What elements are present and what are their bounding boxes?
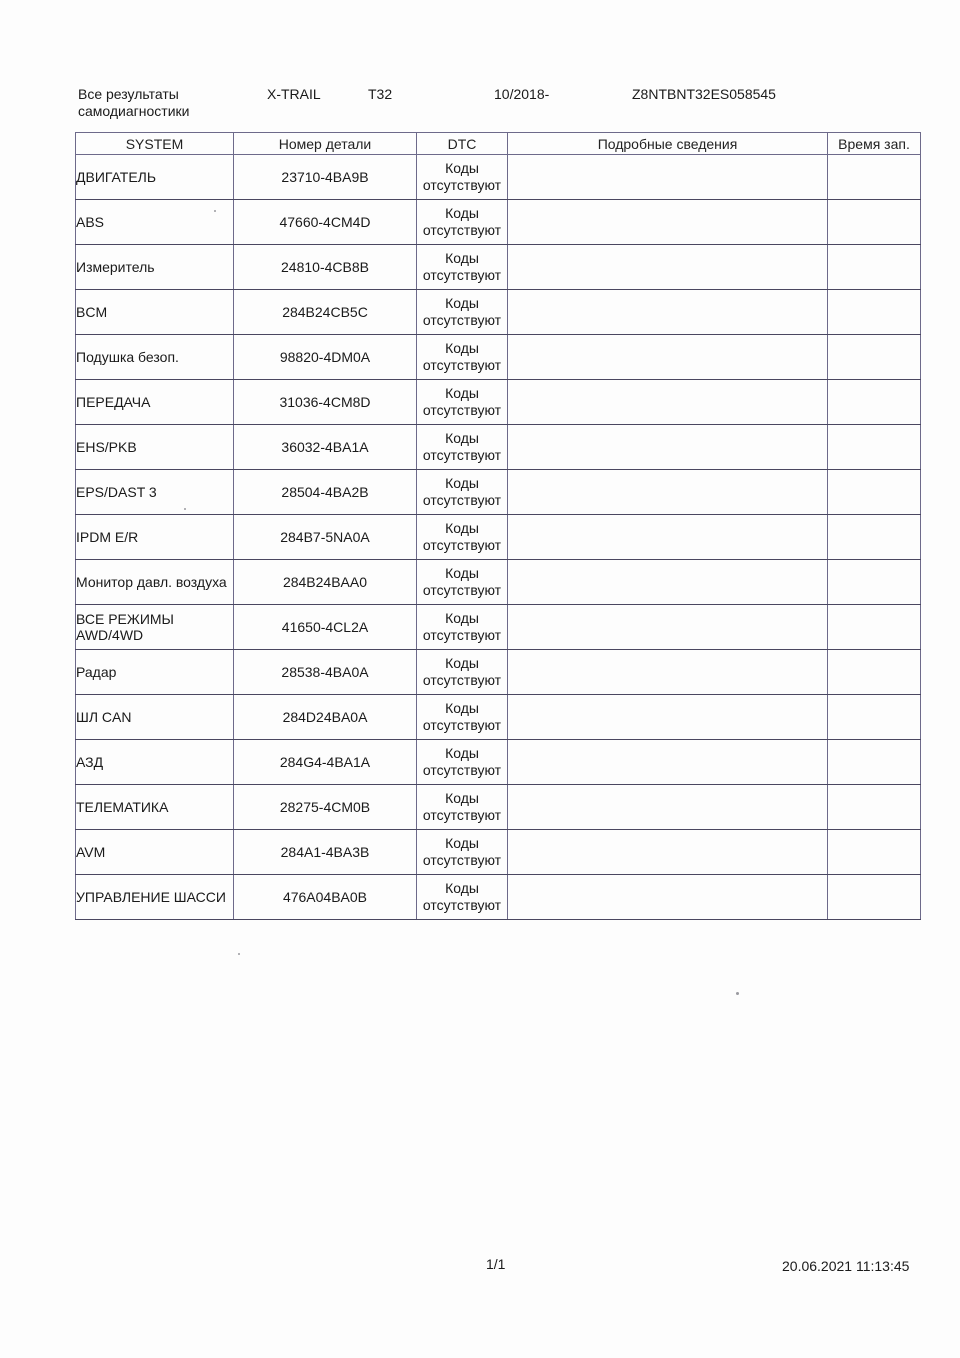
system-cell: ПЕРЕДАЧА	[76, 380, 234, 425]
system-cell: ABS	[76, 200, 234, 245]
time-cell	[828, 875, 921, 920]
system-cell: BCM	[76, 290, 234, 335]
scan-speck	[238, 953, 240, 955]
table-row	[76, 470, 921, 515]
part-number-cell: 28275-4CM0B	[234, 785, 417, 830]
column-header-time: Время зап.	[828, 133, 921, 155]
table-row	[76, 785, 921, 830]
part-number-cell: 284B24CB5C	[234, 290, 417, 335]
column-header-dtc: DTC	[417, 133, 508, 155]
scan-speck	[184, 508, 186, 510]
time-cell	[828, 785, 921, 830]
column-header-system: SYSTEM	[76, 133, 234, 155]
part-number-cell: 36032-4BA1A	[234, 425, 417, 470]
details-cell	[508, 380, 828, 425]
dtc-cell: Коды отсутствуют	[417, 335, 508, 380]
details-cell	[508, 245, 828, 290]
time-cell	[828, 425, 921, 470]
table-row	[76, 425, 921, 470]
part-number-cell: 47660-4CM4D	[234, 200, 417, 245]
part-number-cell: 28538-4BA0A	[234, 650, 417, 695]
diagnostics-table	[75, 132, 921, 920]
part-number-cell: 476A04BA0B	[234, 875, 417, 920]
part-number-cell: 284B24BAA0	[234, 560, 417, 605]
details-cell	[508, 200, 828, 245]
part-number-cell: 284B7-5NA0A	[234, 515, 417, 560]
system-cell: AVM	[76, 830, 234, 875]
dtc-cell: Коды отсутствуют	[417, 830, 508, 875]
details-cell	[508, 740, 828, 785]
details-cell	[508, 695, 828, 740]
details-cell	[508, 335, 828, 380]
details-cell	[508, 425, 828, 470]
system-cell: Монитор давл. воздуха	[76, 560, 234, 605]
part-number-cell: 284D24BA0A	[234, 695, 417, 740]
part-number-cell: 28504-4BA2B	[234, 470, 417, 515]
time-cell	[828, 380, 921, 425]
part-number-cell: 41650-4CL2A	[234, 605, 417, 650]
details-cell	[508, 605, 828, 650]
details-cell	[508, 560, 828, 605]
part-number-cell: 98820-4DM0A	[234, 335, 417, 380]
dtc-cell: Коды отсутствуют	[417, 875, 508, 920]
time-cell	[828, 695, 921, 740]
dtc-cell: Коды отсутствуют	[417, 515, 508, 560]
table-row	[76, 200, 921, 245]
column-header-part-number: Номер детали	[234, 133, 417, 155]
dtc-cell: Коды отсутствуют	[417, 155, 508, 200]
vehicle-code: T32	[368, 86, 393, 102]
part-number-cell: 31036-4CM8D	[234, 380, 417, 425]
time-cell	[828, 290, 921, 335]
details-cell	[508, 290, 828, 335]
system-cell: Измеритель	[76, 245, 234, 290]
details-cell	[508, 470, 828, 515]
time-cell	[828, 830, 921, 875]
system-cell: УПРАВЛЕНИЕ ШАССИ	[76, 875, 234, 920]
dtc-cell: Коды отсутствуют	[417, 605, 508, 650]
dtc-cell: Коды отсутствуют	[417, 425, 508, 470]
system-cell: EPS/DAST 3	[76, 470, 234, 515]
scan-speck	[214, 210, 216, 212]
dtc-cell: Коды отсутствуют	[417, 740, 508, 785]
time-cell	[828, 650, 921, 695]
details-cell	[508, 155, 828, 200]
dtc-cell: Коды отсутствуют	[417, 560, 508, 605]
dtc-cell: Коды отсутствуют	[417, 380, 508, 425]
column-header-details: Подробные сведения	[508, 133, 828, 155]
part-number-cell: 24810-4CB8B	[234, 245, 417, 290]
table-row	[76, 290, 921, 335]
dtc-cell: Коды отсутствуют	[417, 470, 508, 515]
time-cell	[828, 515, 921, 560]
system-cell: Подушка безоп.	[76, 335, 234, 380]
table-row	[76, 560, 921, 605]
dtc-cell: Коды отсутствуют	[417, 785, 508, 830]
time-cell	[828, 200, 921, 245]
system-cell: IPDM E/R	[76, 515, 234, 560]
part-number-cell: 23710-4BA9B	[234, 155, 417, 200]
table-header-row	[76, 133, 921, 155]
report-title: Все результаты самодиагностики	[78, 86, 190, 119]
system-cell: ДВИГАТЕЛЬ	[76, 155, 234, 200]
table-row	[76, 695, 921, 740]
part-number-cell: 284A1-4BA3B	[234, 830, 417, 875]
system-cell: ТЕЛЕМАТИКА	[76, 785, 234, 830]
page-number: 1/1	[486, 1256, 506, 1272]
details-cell	[508, 515, 828, 560]
part-number-cell: 284G4-4BA1A	[234, 740, 417, 785]
vin-number: Z8NTBNT32ES058545	[632, 86, 776, 102]
table-row	[76, 155, 921, 200]
table-row	[76, 335, 921, 380]
time-cell	[828, 335, 921, 380]
dtc-cell: Коды отсутствуют	[417, 200, 508, 245]
table-row	[76, 605, 921, 650]
system-cell: Радар	[76, 650, 234, 695]
dtc-cell: Коды отсутствуют	[417, 290, 508, 335]
table-row	[76, 245, 921, 290]
details-cell	[508, 650, 828, 695]
time-cell	[828, 560, 921, 605]
table-row	[76, 830, 921, 875]
vehicle-model: X-TRAIL	[267, 86, 321, 102]
table-row	[76, 515, 921, 560]
dtc-cell: Коды отсутствуют	[417, 695, 508, 740]
scan-speck	[736, 992, 739, 995]
table-row	[76, 380, 921, 425]
table-row	[76, 875, 921, 920]
time-cell	[828, 155, 921, 200]
system-cell: EHS/PKB	[76, 425, 234, 470]
time-cell	[828, 245, 921, 290]
table-row	[76, 740, 921, 785]
table-row	[76, 650, 921, 695]
time-cell	[828, 740, 921, 785]
details-cell	[508, 830, 828, 875]
dtc-cell: Коды отсутствуют	[417, 245, 508, 290]
details-cell	[508, 785, 828, 830]
time-cell	[828, 605, 921, 650]
dtc-cell: Коды отсутствуют	[417, 650, 508, 695]
details-cell	[508, 875, 828, 920]
production-date: 10/2018-	[494, 86, 550, 102]
system-cell: ВСЕ РЕЖИМЫ AWD/4WD	[76, 605, 234, 650]
system-cell: АЗД	[76, 740, 234, 785]
time-cell	[828, 470, 921, 515]
print-timestamp: 20.06.2021 11:13:45	[782, 1258, 910, 1274]
system-cell: ШЛ CAN	[76, 695, 234, 740]
